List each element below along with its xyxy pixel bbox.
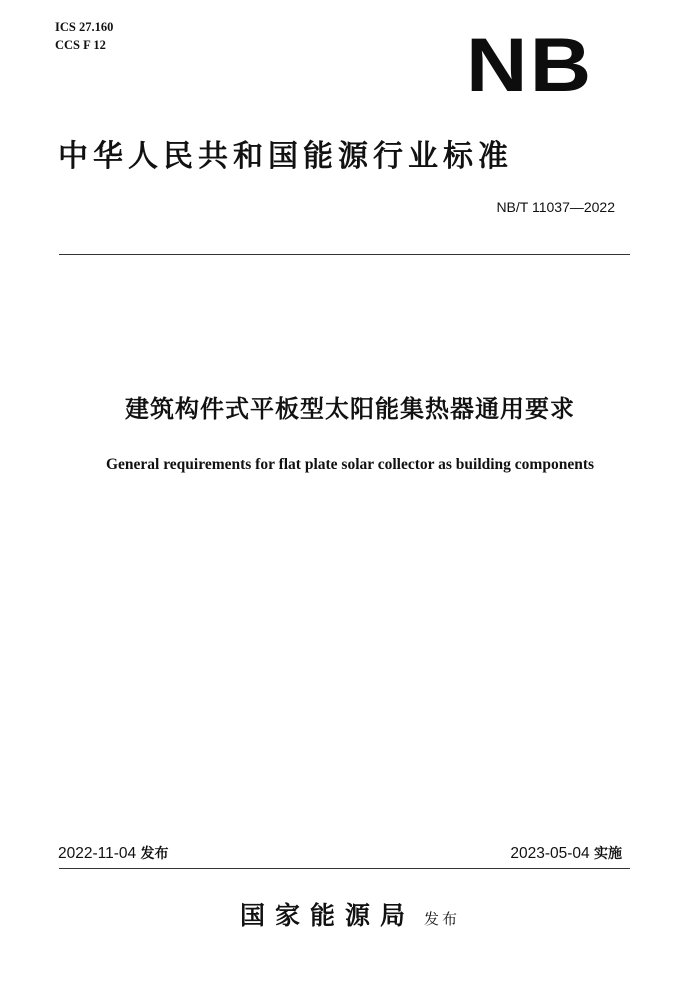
ics-code: ICS 27.160 — [55, 20, 114, 34]
nb-logo: NB — [466, 23, 594, 108]
bottom-divider — [59, 868, 630, 869]
standard-code: NB/T 11037—2022 — [496, 199, 615, 215]
effective-date: 2023-05-04 — [510, 845, 590, 862]
top-divider — [59, 254, 630, 255]
standard-category: 中华人民共和国能源行业标准 — [58, 139, 513, 174]
effective-label: 实施 — [594, 846, 622, 862]
issuer-line — [0, 898, 700, 934]
title-chinese: 建筑构件式平板型太阳能集热器通用要求 — [125, 395, 575, 423]
ccs-code: CCS F 12 — [55, 38, 106, 52]
issuer-name: 国家能源局 — [239, 901, 415, 930]
effective-date-line — [510, 844, 622, 864]
issue-date-line — [58, 844, 168, 864]
issue-label: 发布 — [140, 846, 169, 862]
title-english: General requirements for flat plate solar collector as building components — [105, 456, 595, 473]
issuer-label: 发布 — [424, 910, 461, 928]
issue-date: 2022-11-04 — [58, 845, 137, 862]
